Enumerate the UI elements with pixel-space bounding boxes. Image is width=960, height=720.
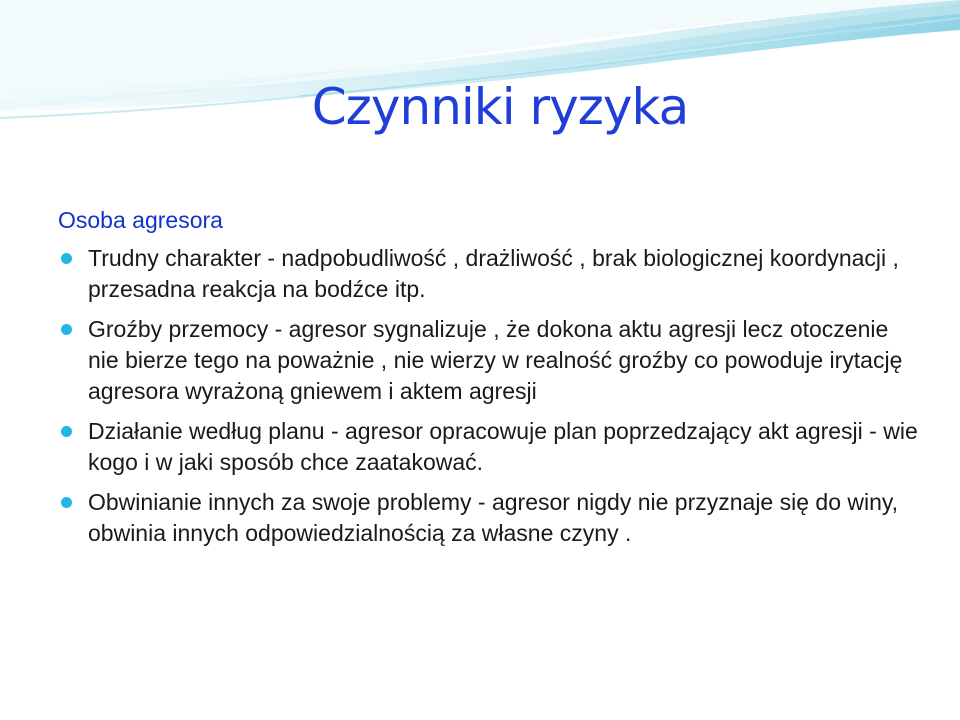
- bullet-dot-icon: [61, 497, 72, 508]
- bullet-item: [58, 314, 918, 407]
- bullet-text: Trudny charakter - nadpobudliwość , drażliwość , brak biologicznej koordynacji , przesadna reakcja na bodźce itp.: [88, 245, 899, 302]
- slide-title: Czynniki ryzyka: [311, 78, 689, 136]
- bullet-dot-icon: [61, 426, 72, 437]
- slide-content: [58, 205, 918, 558]
- bullet-text: Działanie według planu - agresor opracowuje plan poprzedzający akt agresji - wie kogo i w jaki sposób chce zaatakować.: [88, 418, 918, 475]
- bullet-list: [58, 243, 918, 549]
- bullet-item: [58, 243, 918, 305]
- bullet-dot-icon: [61, 253, 72, 264]
- bullet-text: Obwinianie innych za swoje problemy - agresor nigdy nie przyznaje się do winy, obwinia innych odpowiedzialnością za własne czyny .: [88, 489, 899, 546]
- section-heading: Osoba agresora: [58, 207, 223, 233]
- bullet-item: [58, 487, 918, 549]
- bullet-text: Groźby przemocy - agresor sygnalizuje , że dokona aktu agresji lecz otoczenie nie bierze tego na poważnie , nie wierzy w realność groźby co powoduje irytację agresora wyrażoną gniewem i aktem agresji: [88, 316, 903, 404]
- bullet-dot-icon: [61, 324, 72, 335]
- bullet-item: [58, 416, 918, 478]
